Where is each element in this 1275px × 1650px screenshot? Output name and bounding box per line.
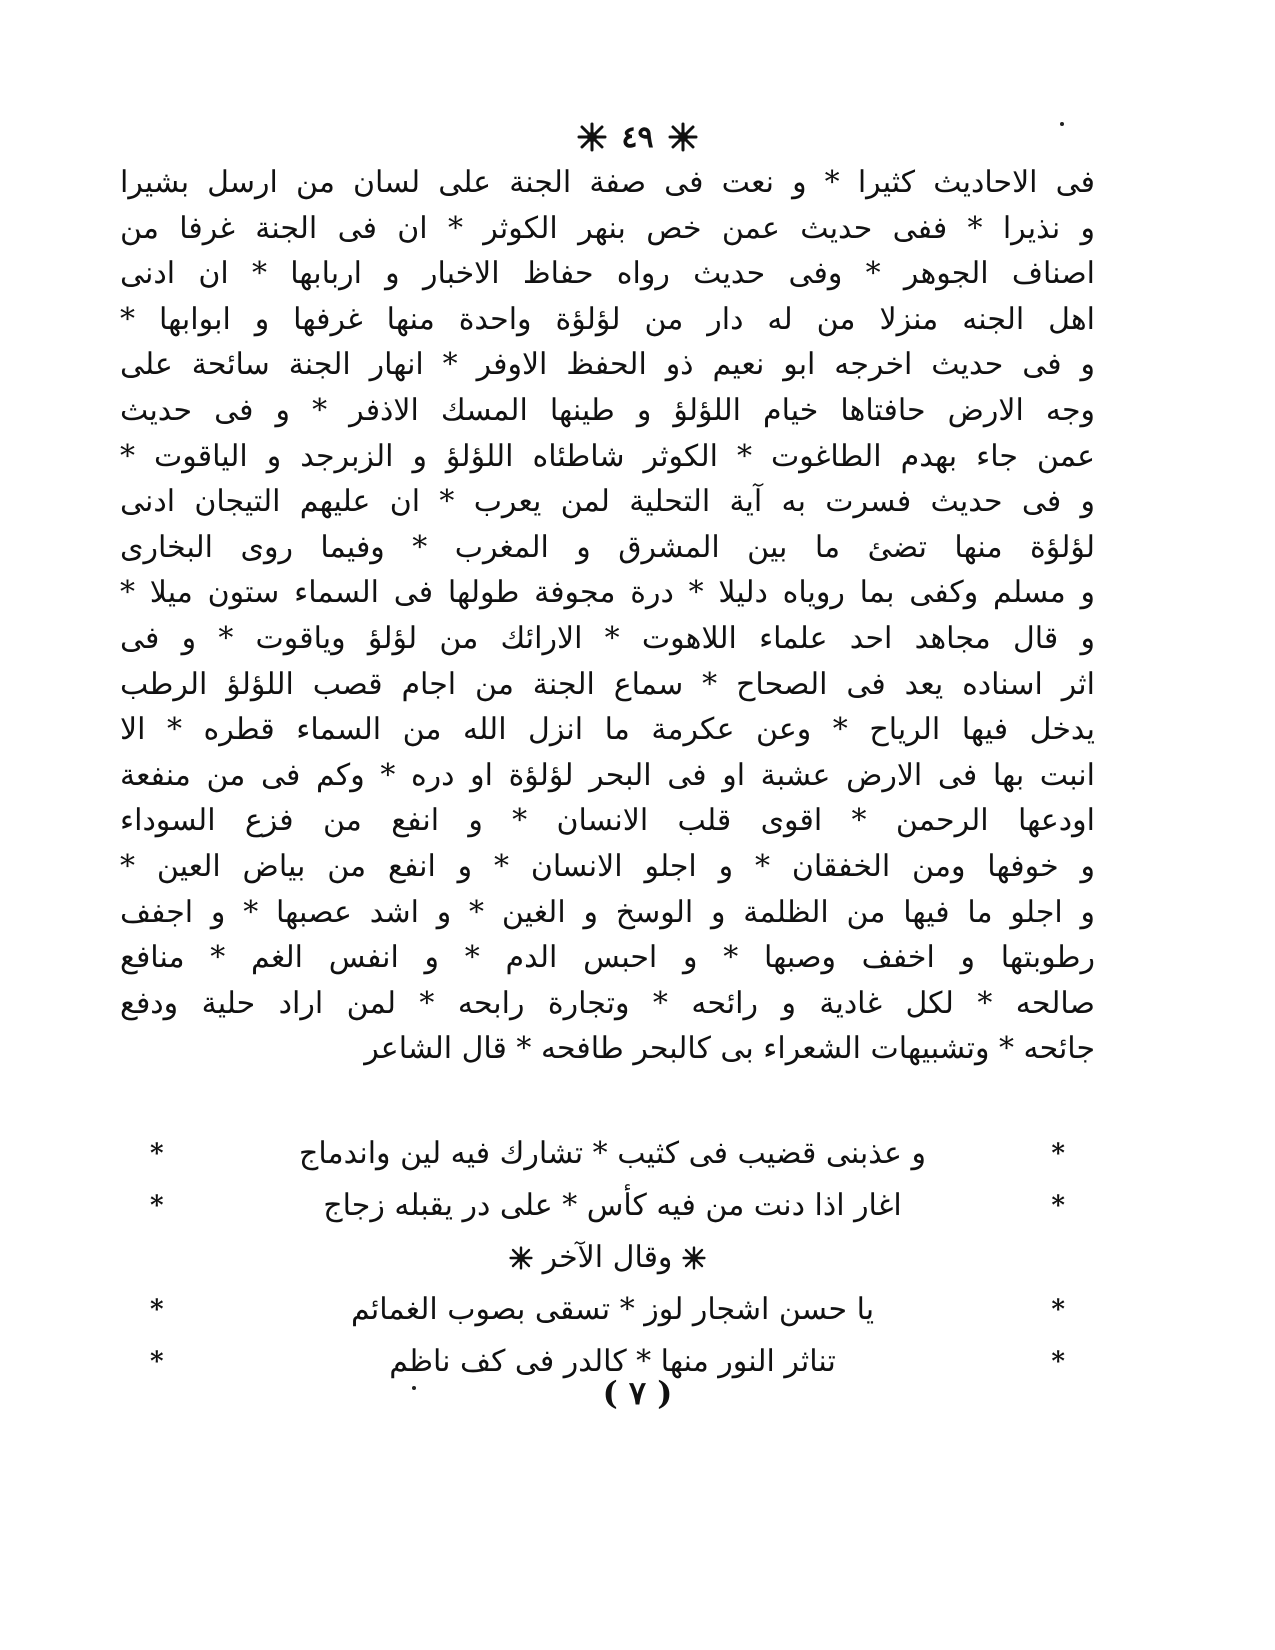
prose-line: وجه الارض حافتاها خيام اللؤلؤ و طينها المسك الاذفر * و فى حديث — [120, 392, 1095, 428]
verse-text: و عذبنى قضيب فى كثيب * تشارك فيه لين واندماج — [299, 1136, 926, 1171]
asterisk-star-ornament-icon — [668, 122, 698, 152]
prose-line: جائحه * وتشبيهات الشعراء بى كالبحر طافحه * قال الشاعر — [364, 1031, 1095, 1067]
prose-line: لؤلؤة منها تضئ ما بين المشرق و المغرب * وفيما روى البخارى — [120, 529, 1095, 565]
prose-line: اهل الجنه منزلا من له دار من لؤلؤة واحدة منها غرفها و ابوابها * — [120, 301, 1095, 337]
verse-star-marker: * — [150, 1191, 164, 1221]
verse-text: تناثر النور منها * كالدر فى كف ناظم — [389, 1344, 836, 1379]
prose-line: و فى حديث فسرت به آية التحلية لمن يعرب * ان عليهم التيجان ادنى — [120, 484, 1095, 520]
verse-row — [120, 1284, 1095, 1336]
asterisk-star-ornament-icon — [682, 1246, 706, 1270]
prose-line: انبت بها فى الارض عشبة او فى البحر لؤلؤة او دره * وكم فى من منفعة — [120, 757, 1095, 793]
prose-line: رطوبتها و اخفف وصبها * و احبس الدم * و انفس الغم * منافع — [120, 940, 1095, 976]
subheading — [120, 1232, 1095, 1284]
scan-speck — [1060, 122, 1064, 126]
prose-line: اثر اسناده يعد فى الصحاح * سماع الجنة من اجام قصب اللؤلؤ الرطب — [120, 666, 1095, 702]
verse-star-marker: * — [150, 1139, 164, 1169]
verse-row — [120, 1128, 1095, 1180]
verse-star-marker: * — [1051, 1347, 1065, 1377]
page-footer-signature: ( ٧ ) — [602, 1374, 673, 1412]
prose-line: عمن جاء بهدم الطاغوت * الكوثر شاطئاه اللؤلؤ و الزبرجد و الياقوت * — [120, 438, 1095, 474]
prose-line: يدخل فيها الرياح * وعن عكرمة ما انزل الله من السماء قطره * الا — [120, 712, 1095, 748]
scan-speck — [412, 1386, 416, 1390]
prose-line: فى الاحاديث كثيرا * و نعت فى صفة الجنة على لسان من ارسل بشيرا — [120, 165, 1095, 200]
prose-line: اصناف الجوهر * وفى حديث رواه حفاظ الاخبار و اربابها * ان ادنى — [120, 256, 1095, 292]
asterisk-star-ornament-icon — [577, 122, 607, 152]
subheading-text: وقال الآخر — [542, 1240, 673, 1275]
page-header — [0, 112, 1275, 162]
poem-block — [120, 1128, 1095, 1388]
prose-line: صالحه * لكل غادية و رائحه * وتجارة رابحه * لمن اراد حلية ودفع — [120, 985, 1095, 1021]
prose-line: و خوفها ومن الخفقان * و اجلو الانسان * و انفع من بياض العين * — [120, 848, 1095, 884]
prose-line: و فى حديث اخرجه ابو نعيم ذو الحفظ الاوفر * انهار الجنة سائحة على — [120, 347, 1095, 383]
verse-star-marker: * — [1051, 1191, 1065, 1221]
prose-line: و مسلم وكفى بما روياه دليلا * درة مجوفة طولها فى السماء ستون ميلا * — [120, 575, 1095, 611]
prose-line: و قال مجاهد احد علماء اللاهوت * الارائك من لؤلؤ وياقوت * و فى — [120, 620, 1095, 656]
prose-body — [120, 160, 1095, 1072]
verse-row — [120, 1180, 1095, 1232]
asterisk-star-ornament-icon — [509, 1246, 533, 1270]
verse-star-marker: * — [150, 1347, 164, 1377]
verse-star-marker: * — [1051, 1139, 1065, 1169]
prose-line: و اجلو ما فيها من الظلمة و الوسخ و الغين * و اشد عصبها * و اجفف — [120, 894, 1095, 930]
verse-star-marker: * — [1051, 1295, 1065, 1325]
prose-line: اودعها الرحمن * اقوى قلب الانسان * و انفع من فزع السوداء — [120, 803, 1095, 839]
verse-text: يا حسن اشجار لوز * تسقى بصوب الغمائم — [350, 1292, 875, 1327]
page-number: ٤٩ — [621, 119, 654, 155]
verse-text: اغار اذا دنت من فيه كأس * على در يقبله زجاج — [323, 1188, 902, 1223]
prose-line: و نذيرا * ففى حديث عمن خص بنهر الكوثر * ان فى الجنة غرفا من — [120, 210, 1095, 246]
verse-star-marker: * — [150, 1295, 164, 1325]
